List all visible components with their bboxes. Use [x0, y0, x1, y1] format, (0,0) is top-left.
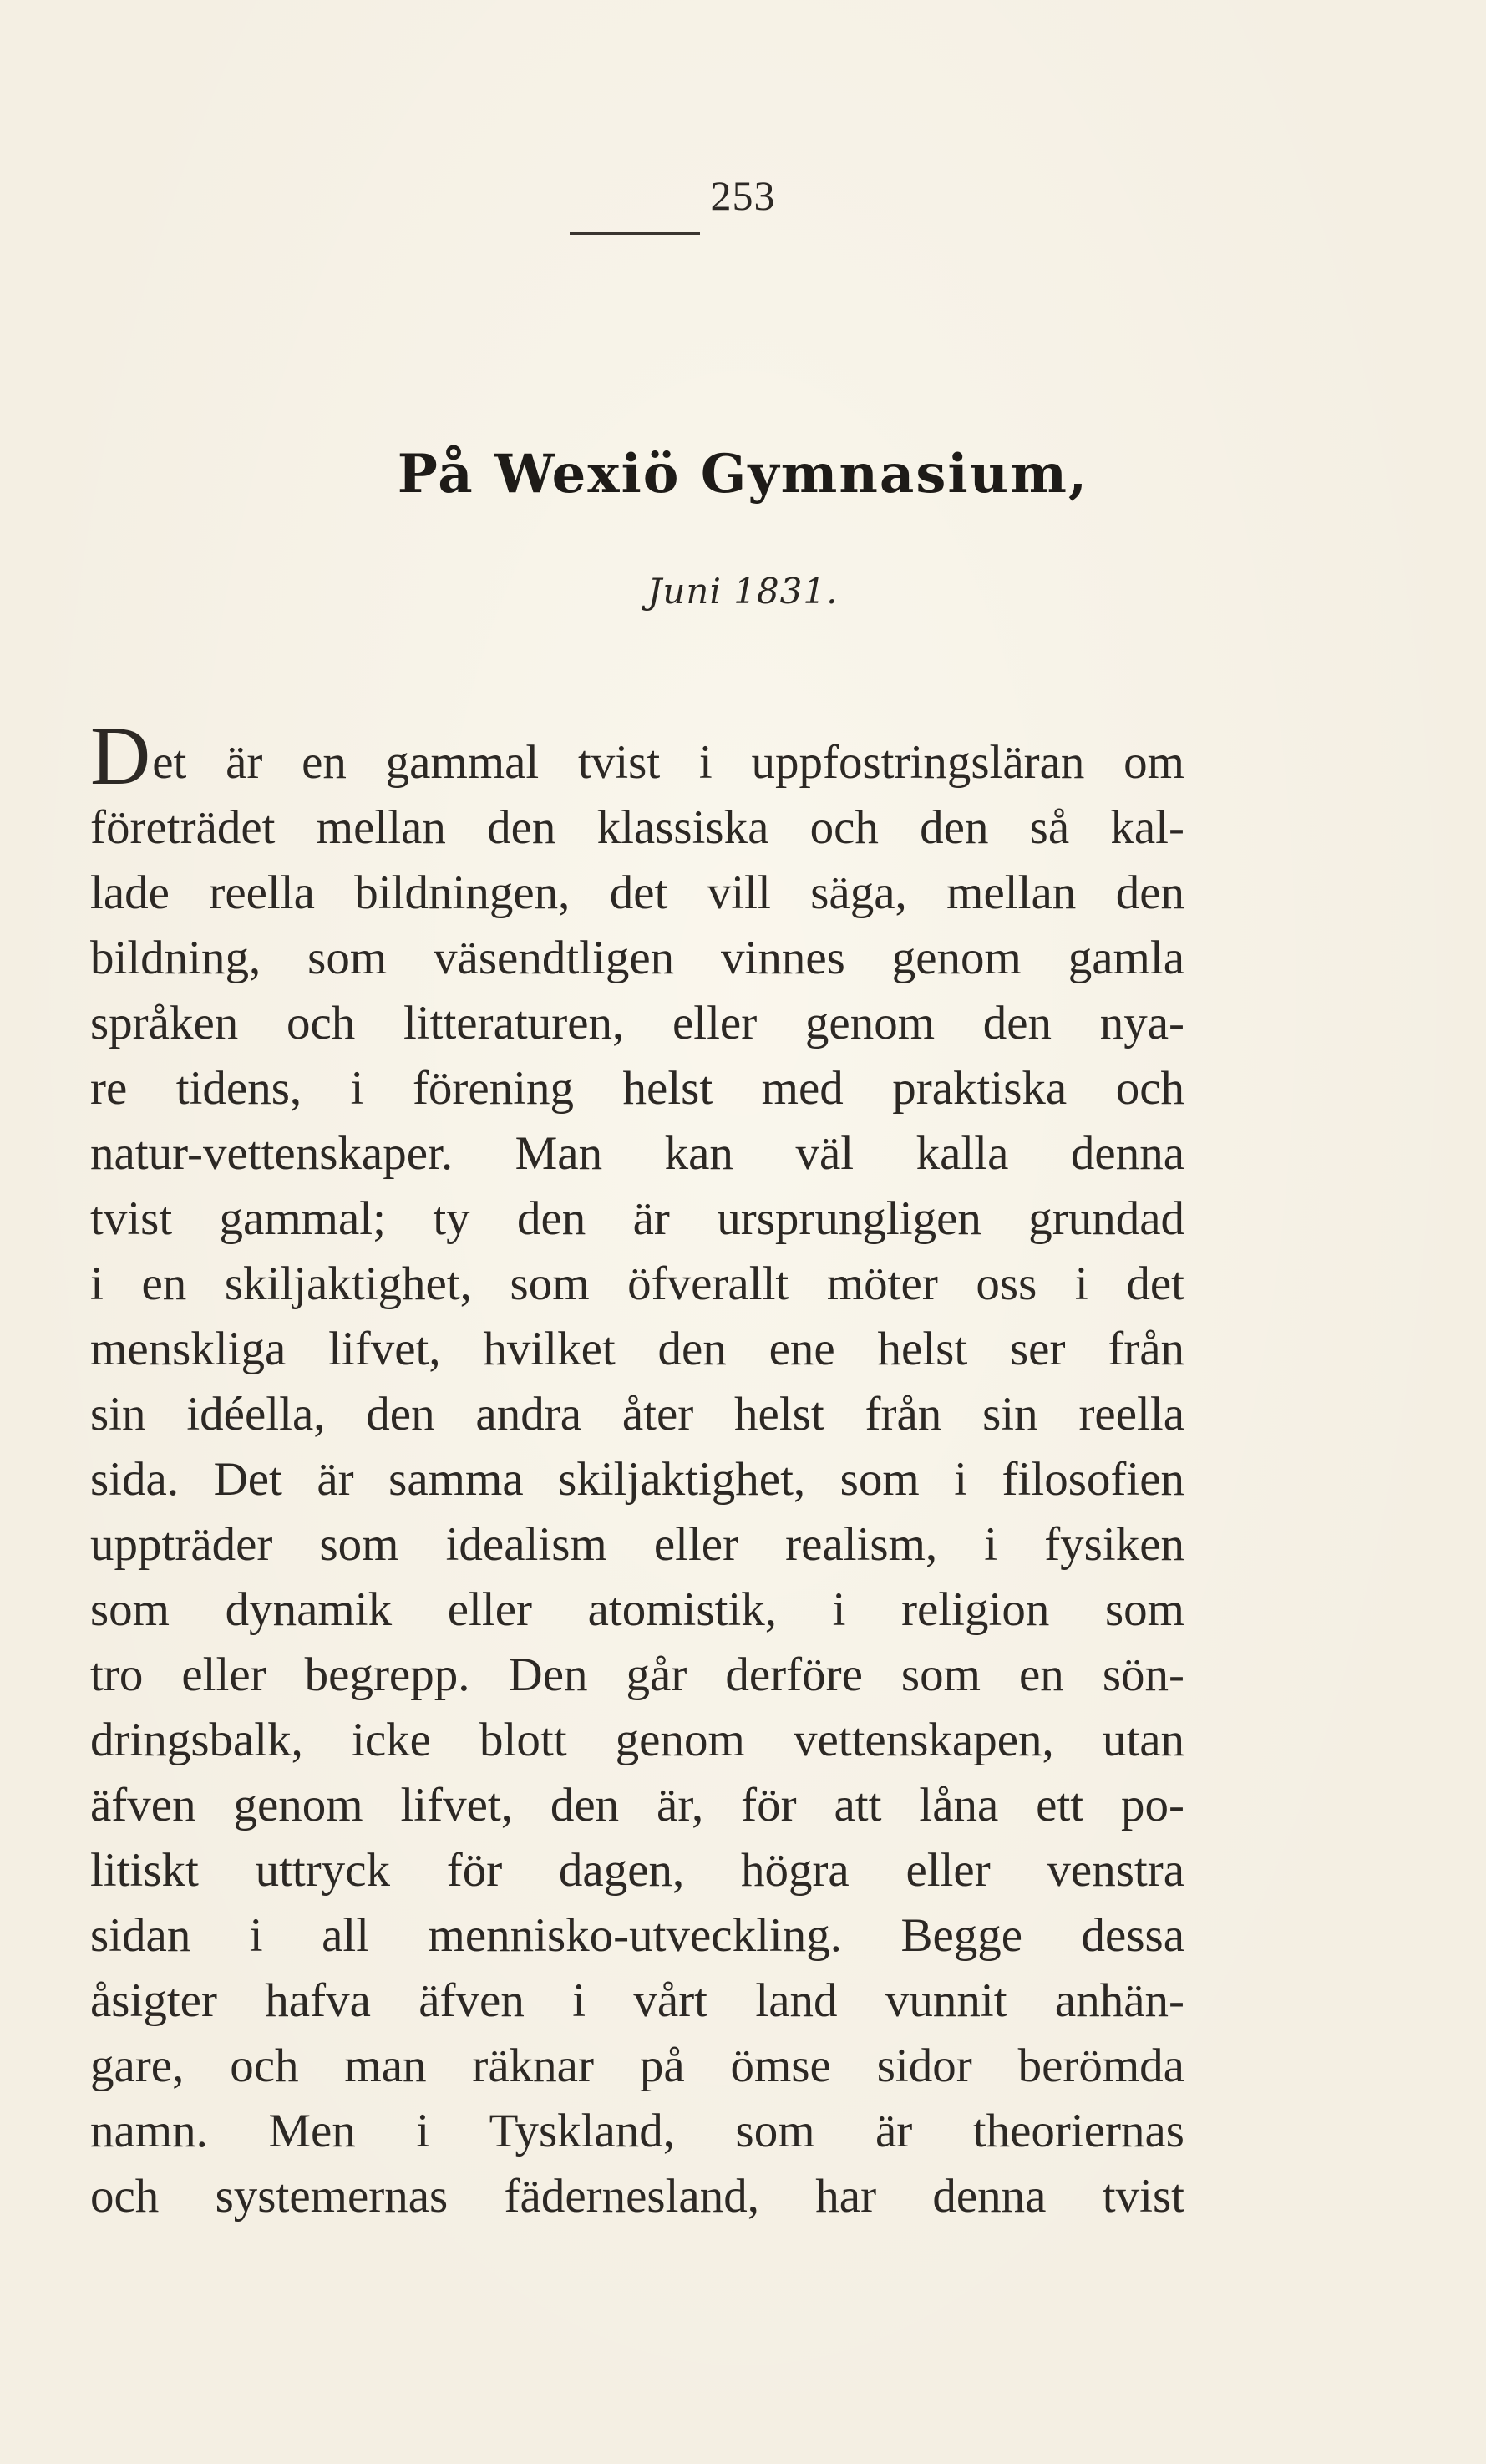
- text-line: namn. Men i Tyskland, som är theoriernas: [90, 2105, 1184, 2157]
- text-line: lade reella bildningen, det vill säga, mellan den: [90, 866, 1184, 919]
- text-line: sin idéella, den andra åter helst från sin reella: [90, 1388, 1184, 1440]
- text-line: re tidens, i förening helst med praktiska och: [90, 1062, 1184, 1115]
- text-line: sidan i all mennisko-utveckling. Begge dessa: [90, 1909, 1184, 1962]
- text-line: i en skiljaktighet, som öfverallt möter oss i det: [90, 1257, 1184, 1310]
- text-line: Det är en gammal tvist i uppfostringsläran om: [90, 709, 1184, 802]
- text-line: bildning, som väsendtligen vinnes genom gamla: [90, 932, 1184, 984]
- section-heading: På Wexiö Gymnasium,: [397, 443, 1089, 506]
- text-line: äfven genom lifvet, den är, för att låna ett po-: [90, 1779, 1184, 1831]
- text-line: natur-vettenskaper. Man kan väl kalla denna: [90, 1127, 1184, 1180]
- page-number-rule: [570, 232, 700, 235]
- text-line: menskliga lifvet, hvilket den ene helst ser från: [90, 1323, 1184, 1375]
- text-line: dringsbalk, icke blott genom vettenskapen, utan: [90, 1714, 1184, 1766]
- text-line: sida. Det är samma skiljaktighet, som i filosofien: [90, 1453, 1184, 1506]
- text-line: gare, och man räknar på ömse sidor berömda: [90, 2040, 1184, 2092]
- text-line: åsigter hafva äfven i vårt land vunnit anhän-: [90, 1974, 1184, 2027]
- text-line: språken och litteraturen, eller genom den nya-: [90, 997, 1184, 1049]
- text-line: tvist gammal; ty den är ursprungligen grundad: [90, 1192, 1184, 1245]
- drop-cap: D: [90, 709, 151, 802]
- text-line: och systemernas fädernesland, har denna tvist: [90, 2170, 1184, 2223]
- page-number: 253: [710, 172, 776, 219]
- text-line: tro eller begrepp. Den går derföre som en sön-: [90, 1649, 1184, 1701]
- text-line: litiskt uttryck för dagen, högra eller venstra: [90, 1844, 1184, 1897]
- text-line: företrädet mellan den klassiska och den så kal-: [90, 801, 1184, 854]
- text-line: som dynamik eller atomistik, i religion som: [90, 1583, 1184, 1636]
- text-line: uppträder som idealism eller realism, i fysiken: [90, 1518, 1184, 1571]
- section-date: Juni 1831.: [647, 571, 839, 612]
- body-text: [90, 709, 1184, 2229]
